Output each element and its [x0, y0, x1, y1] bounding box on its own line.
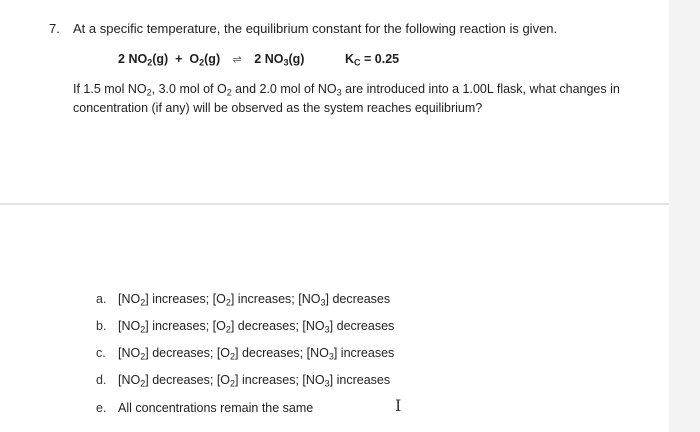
equilibrium-arrow-icon: ⇌	[232, 54, 242, 66]
equilibrium-constant: $K_C = 0.25$	[345, 52, 400, 68]
divider	[0, 203, 669, 205]
page-edge	[669, 0, 700, 432]
question-prompt: At a specific temperature, the equilibrium constant for the following reaction is given.	[73, 21, 558, 36]
choice-e[interactable]: e. All concentrations remain the same	[96, 401, 314, 415]
product: 2 $NO_3(g)$	[254, 52, 305, 68]
reactant2: $O_2(g)$	[189, 52, 221, 68]
question-body: If 1.5 mol $NO_2$, 3.0 mol of $O_2$ and 2.0 mol of $NO_3$ are introduced into a 1.00L flask, what changes in concentration (if any) will be observed as the system reaches equilibrium?	[73, 82, 620, 116]
choice-b[interactable]: b. $[NO_2]$ increases; $[O_2]$ decreases; $[NO_3]$ decreases	[96, 319, 395, 335]
choice-d[interactable]: d. $[NO_2]$ decreases; $[O_2]$ increases; $[NO_3]$ increases	[96, 373, 391, 389]
text-cursor-icon: I	[395, 396, 402, 415]
question-number: 7.	[49, 21, 60, 36]
reactant1: 2 $NO_2(g)$	[118, 52, 169, 68]
reaction-equation	[118, 52, 304, 67]
choice-c[interactable]: c. $[NO_2]$ decreases; $[O_2]$ decreases; $[NO_3]$ increases	[96, 346, 395, 362]
choice-a[interactable]: a. $[NO_2]$ increases; $[O_2]$ increases; $[NO_3]$ decreases	[96, 292, 391, 308]
plus-sign: +	[175, 52, 183, 66]
